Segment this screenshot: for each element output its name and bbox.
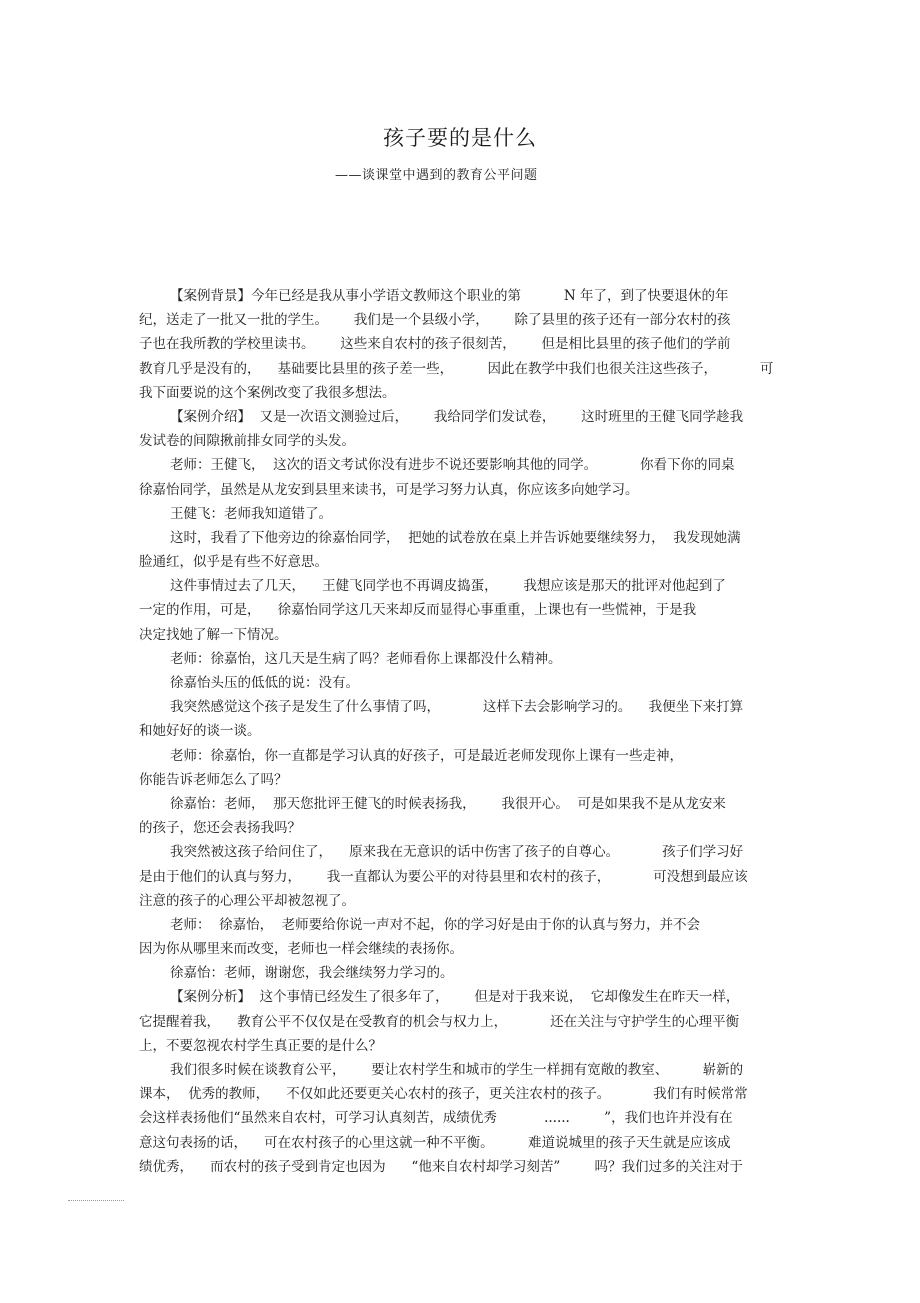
text-line: 徐嘉怡同学，虽然是从龙安到县里来读书，可是学习努力认真，你应该多向她学习。 xyxy=(139,481,639,498)
body-text xyxy=(139,284,784,1179)
text-line: 【案例分析】 这个事情已经发生了很多年了， 但是对于我来说， 它却像发生在昨天一样， xyxy=(170,989,740,1006)
text-line: 脸通红，似乎是有些不好意思。 xyxy=(139,554,328,571)
text-line: 【案例背景】今年已经是我从事小学语文教师这个职业的第 N 年了，到了快要退休的年 xyxy=(170,288,729,304)
text-line: 注意的孩子的心理公平却被忽视了。 xyxy=(139,892,355,909)
text-line: 老师：王健飞， 这次的语文考试你没有进步不说还要影响其他的同学。 你看下你的同桌 xyxy=(170,457,735,474)
text-line: 徐嘉怡头压的低低的说：没有。 xyxy=(170,675,359,691)
text-line: 教育几乎是没有的， 基础要比县里的孩子差一些， 因此在教学中我们也很关注这些孩子， 可 xyxy=(139,360,774,377)
text-line: 绩优秀， 而农村的孩子受到肯定也因为 “他来自农村却学习刻苦” 吗？我们过多的关注对于 xyxy=(139,1158,744,1175)
text-line: 我突然被这孩子给问住了， 原来我在无意识的话中伤害了孩子的自尊心。 孩子们学习好 xyxy=(170,844,744,861)
text-line: 【案例介绍】 又是一次语文测验过后， 我给同学们发试卷， 这时班里的王健飞同学趁我 xyxy=(170,408,744,425)
text-line: 一定的作用，可是， 徐嘉怡同学这几天来却反而显得心事重重，上课也有一些慌神，于是我 xyxy=(139,602,697,619)
text-line: 我突然感觉这个孩子是发生了什么事情了吗， 这样下去会影响学习的。 我便坐下来打算 xyxy=(170,699,744,716)
text-line: 我下面要说的这个案例改变了我很多想法。 xyxy=(139,384,396,401)
text-line: 老师：徐嘉怡，你一直都是学习认真的好孩子，可是最近老师发现你上课有一些走神， xyxy=(170,747,683,764)
text-line: 上，不要忽视农村学生真正要的是什么？ xyxy=(139,1037,382,1054)
text-line: 和她好好的谈一谈。 xyxy=(139,723,261,740)
text-line: 的孩子，您还会表扬我吗？ xyxy=(139,820,301,837)
text-line: 课本， 优秀的教师， 不仅如此还要更关心农村的孩子，更关注农村的孩子。 我们有时候常常 xyxy=(139,1086,748,1103)
text-line: 意这句表扬的话， 可在农村孩子的心里这就一种不平衡。 难道说城里的孩子天生就是应该成 xyxy=(139,1134,731,1151)
text-line: 决定找她了解一下情况。 xyxy=(139,626,288,643)
page-title: 孩子要的是什么 xyxy=(383,126,537,150)
text-line: 是由于他们的认真与努力， 我一直都认为要公平的对待县里和农村的孩子， 可没想到最应该 xyxy=(139,868,748,885)
text-line: 发试卷的间隙揪前排女同学的头发。 xyxy=(139,433,355,450)
text-line: 徐嘉怡：老师， 那天您批评王健飞的时候表扬我， 我很开心。 可是如果我不是从龙安来 xyxy=(170,795,726,812)
text-line: 子也在我所教的学校里读书。 这些来自农村的孩子很刻苦， 但是相比县里的孩子他们的学前 xyxy=(139,336,731,353)
text-line: 徐嘉怡：老师，谢谢您，我会继续努力学习的。 xyxy=(170,965,454,982)
text-line: 它提醒着我， 教育公平不仅仅是在受教育的机会与权力上， 还在关注与守护学生的心理平衡 xyxy=(139,1013,740,1030)
text-line: 我们很多时候在谈教育公平， 要让农村学生和城市的学生一样拥有宽敞的教室、 崭新的 xyxy=(170,1062,744,1078)
text-line: 你能告诉老师怎么了吗？ xyxy=(139,771,288,788)
text-line: 这件事情过去了几天， 王健飞同学也不再调皮捣蛋， 我想应该是那天的批评对他起到了 xyxy=(170,578,726,595)
text-line: 会这样表扬他们“虽然来自农村，可学习认真刻苦，成绩优秀 ...... ”，我们也许并没有在 xyxy=(139,1110,733,1127)
page-subtitle: ——谈课堂中遇到的教育公平问题 xyxy=(335,168,538,183)
text-line: 老师： 徐嘉怡， 老师要给你说一声对不起，你的学习好是由于你的认真与努力，并不会 xyxy=(170,916,701,933)
footer-dotted-rule xyxy=(68,1200,124,1201)
text-line: 这时，我看了下他旁边的徐嘉怡同学， 把她的试卷放在桌上并告诉她要继续努力， 我发现她满 xyxy=(170,529,741,546)
text-line: 老师：徐嘉怡，这几天是生病了吗？老师看你上课都没什么精神。 xyxy=(170,650,562,667)
text-line: 因为你从哪里来而改变，老师也一样会继续的表扬你。 xyxy=(139,941,463,958)
text-line: 王健飞：老师我知道错了。 xyxy=(170,505,332,522)
text-line: 纪，送走了一批又一批的学生。 我们是一个县级小学， 除了县里的孩子还有一部分农村的孩 xyxy=(139,312,731,329)
